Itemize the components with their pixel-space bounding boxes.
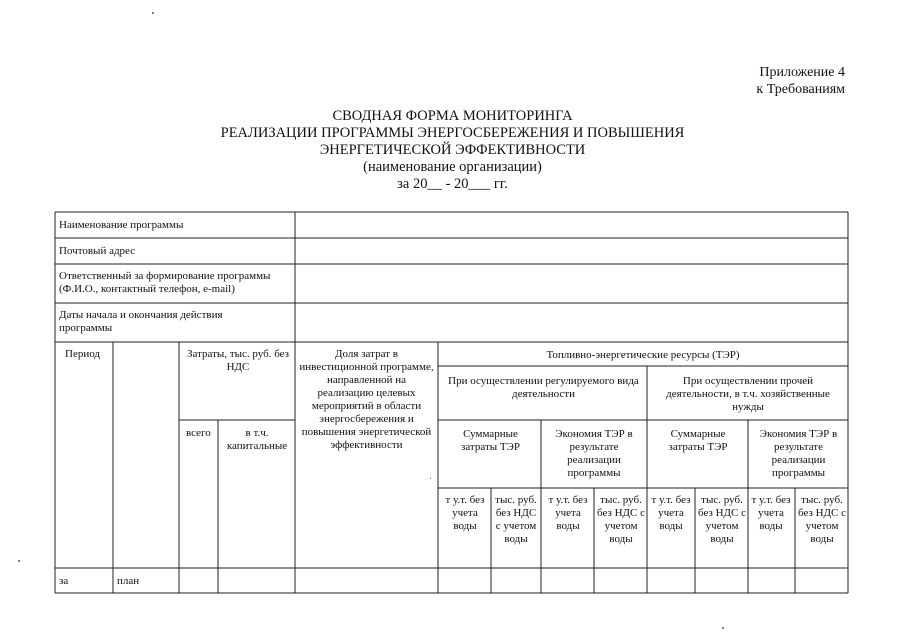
sum-ter-other-header: Суммарные затраты ТЭР	[668, 428, 728, 453]
investment-share-header: Доля затрат в инвестиционной программе, направленной на реализацию целевых мероприятий в области энергосбережения и повышения энергетической эффективности	[299, 348, 434, 451]
organization-placeholder: (наименование организации)	[363, 159, 542, 175]
title-line-2: РЕАЛИЗАЦИИ ПРОГРАММЫ ЭНЕРГОСБЕРЕЖЕНИЯ И ПОВЫШЕНИЯ	[220, 125, 685, 141]
appendix-to: к Требованиям	[756, 82, 845, 97]
row-plan: план	[117, 575, 140, 587]
row-period-za: за	[59, 575, 69, 587]
program-name-label: Наименование программы	[59, 219, 184, 231]
costs-header: Затраты, тыс. руб. без НДС	[186, 348, 290, 373]
appendix-number: Приложение 4	[759, 65, 845, 80]
scan-speck	[18, 560, 20, 562]
scan-speck	[152, 12, 154, 14]
unit-header-1: т у.т. без учета воды	[445, 494, 485, 532]
period-header: Период	[65, 348, 100, 360]
scan-speck	[430, 478, 431, 479]
postal-address-label: Почтовый адрес	[59, 245, 136, 257]
other-activity-header: При осуществлении прочей деятельности, в т.ч. хозяйственные нужды	[666, 375, 830, 413]
scan-speck	[722, 627, 724, 629]
regulated-activity-header: При осуществлении регулируемого вида деятельности	[448, 375, 639, 400]
econ-ter-regulated-header: Экономия ТЭР в результате реализации программы	[555, 428, 633, 479]
unit-header-6: тыс. руб. без НДС с учетом воды	[698, 494, 746, 545]
title-line-3: ЭНЕРГЕТИЧЕСКОЙ ЭФФЕКТИВНОСТИ	[319, 142, 586, 158]
unit-header-8: тыс. руб. без НДС с учетом воды	[798, 494, 846, 545]
responsible-label: Ответственный за формирование программы (Ф.И.О., контактный телефон, e-mail)	[59, 270, 271, 295]
unit-header-2: тыс. руб. без НДС с учетом воды	[495, 494, 537, 545]
ter-header: Топливно-энергетические ресурсы (ТЭР)	[546, 349, 740, 361]
unit-header-4: тыс. руб. без НДС с учетом воды	[597, 494, 645, 545]
period-placeholder: за 20__ - 20___ гг.	[397, 176, 508, 192]
title-line-1: СВОДНАЯ ФОРМА МОНИТОРИНГА	[332, 108, 573, 124]
unit-header-3: т у.т. без учета воды	[548, 494, 588, 532]
costs-capital-header: в т.ч. капитальные	[226, 427, 288, 452]
econ-ter-other-header: Экономия ТЭР в результате реализации программы	[759, 428, 838, 479]
sum-ter-regulated-header: Суммарные затраты ТЭР	[460, 428, 521, 453]
unit-header-7: т у.т. без учета воды	[751, 494, 791, 532]
unit-header-5: т у.т. без учета воды	[651, 494, 691, 532]
costs-total-header: всего	[186, 427, 211, 439]
program-dates-label: Даты начала и окончания действия программы	[59, 309, 223, 334]
